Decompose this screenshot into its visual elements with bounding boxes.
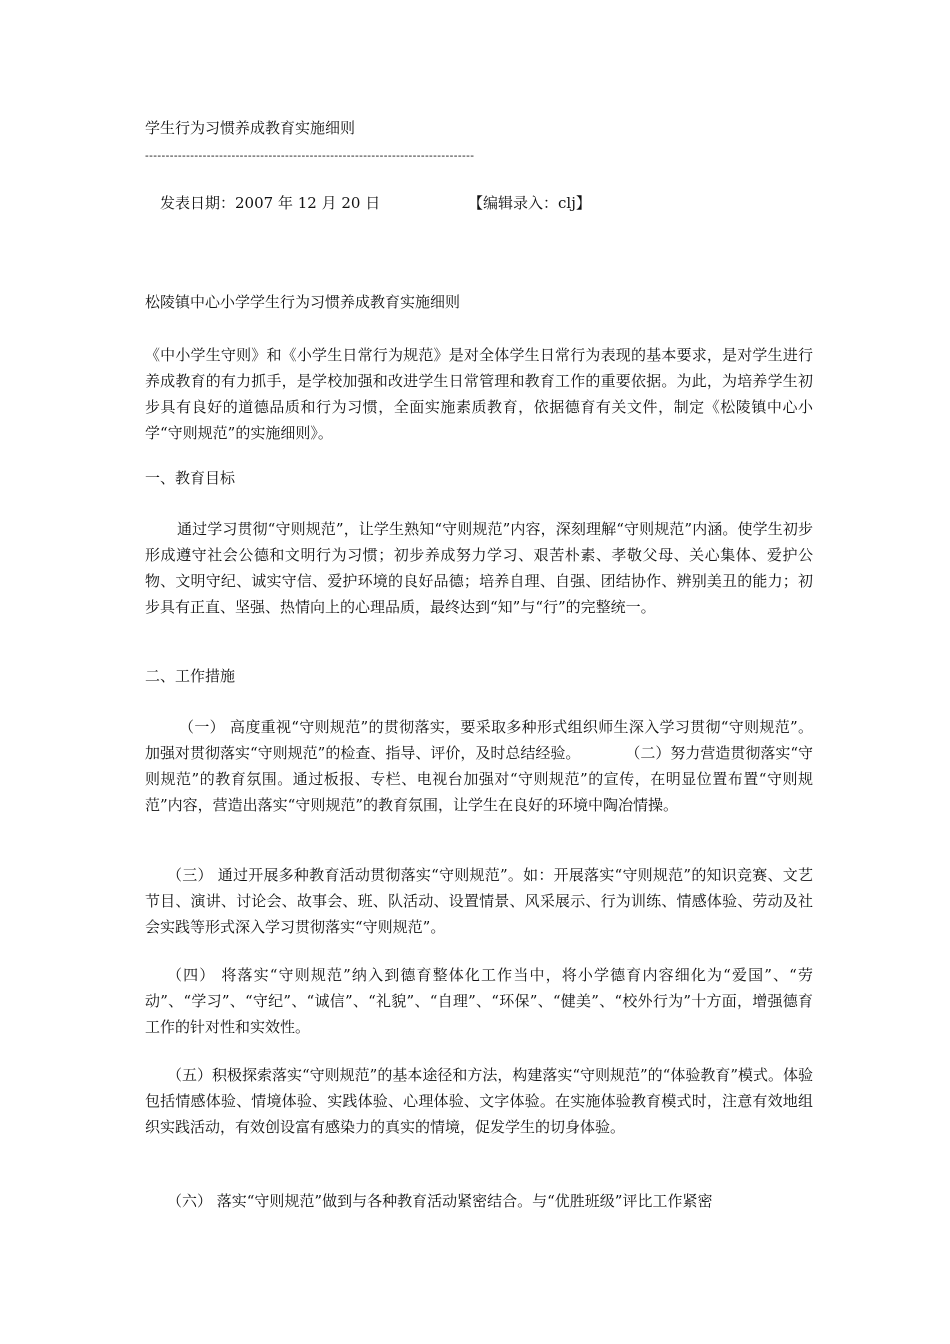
publish-date: 发表日期：2007 年 12 月 20 日 bbox=[160, 194, 381, 212]
intro-paragraph: 《中小学生守则》和《小学生日常行为规范》是对全体学生日常行为表现的基本要求，是对学生进行养成教育的有力抓手，是学校加强和改进学生日常管理和教育工作的重要依据。为此，为培养学生初步具有良好的道德品质和行为习惯，全面实施素质教育，依据德育有关文件，制定《松陵镇中心小学“守则规范”的实施细则》。 bbox=[145, 346, 813, 442]
goals-paragraph: 通过学习贯彻“守则规范”，让学生熟知“守则规范”内容，深刻理解“守则规范”内涵。使学生初步形成遵守社会公德和文明行为习惯；初步养成努力学习、艰苦朴素、孝敬父母、关心集体、爱护公物、文明守纪、诚实守信、爱护环境的良好品德；培养自理、自强、团结协作、辨别美丑的能力；初步具有正直、坚强、热情向上的心理品质，最终达到“知”与“行”的完整统一。 bbox=[145, 520, 813, 616]
article-subtitle: 松陵镇中心小学学生行为习惯养成教育实施细则 bbox=[145, 293, 461, 311]
measure-item-3: （三） 通过开展多种教育活动贯彻落实“守则规范”。如：开展落实“守则规范”的知识竞赛、文艺节目、演讲、讨论会、故事会、班、队活动、设置情景、风采展示、行为训练、情感体验、劳动及社会实践等形式深入学习贯彻落实“守则规范”。 bbox=[145, 866, 813, 936]
measure-item-5: （五）积极探索落实“守则规范”的基本途径和方法，构建落实“守则规范”的“体验教育”模式。体验包括情感体验、情境体验、实践体验、心理体验、文字体验。在实施体验教育模式时，注意有效地组织实践活动，有效创设富有感染力的真实的情境，促发学生的切身体验。 bbox=[145, 1066, 814, 1136]
section-heading-measures: 二、工作措施 bbox=[145, 667, 236, 685]
separator-rule: -------------------------------------------------------------------------------- bbox=[145, 149, 475, 162]
measure-item-1-2: （一） 高度重视“守则规范”的贯彻落实，要采取多种形式组织师生深入学习贯彻“守则规范”。加强对贯彻落实“守则规范”的检查、指导、评价，及时总结经验。 （二）努力营造贯彻落实“守则规范”的教育氛围。通过板报、专栏、电视台加强对“守则规范”的宣传，在明显位置布置“守则规范”内容，营造出落实“守则规范”的教育氛围，让学生在良好的环境中陶冶情操。 bbox=[145, 718, 814, 814]
measure-item-4: （四） 将落实“守则规范”纳入到德育整体化工作当中，将小学德育内容细化为“爱国”、“劳动”、“学习”、“守纪”、“诚信”、“礼貌”、“自理”、“环保”、“健美”、“校外行为”十方面，增强德育工作的针对性和实效性。 bbox=[145, 966, 813, 1036]
section-heading-goals: 一、教育目标 bbox=[145, 469, 236, 487]
editor-credit: 【编辑录入：clj】 bbox=[468, 194, 591, 212]
measure-item-6: （六） 落实“守则规范”做到与各种教育活动紧密结合。与“优胜班级”评比工作紧密 bbox=[167, 1192, 713, 1210]
document-title: 学生行为习惯养成教育实施细则 bbox=[145, 119, 356, 137]
